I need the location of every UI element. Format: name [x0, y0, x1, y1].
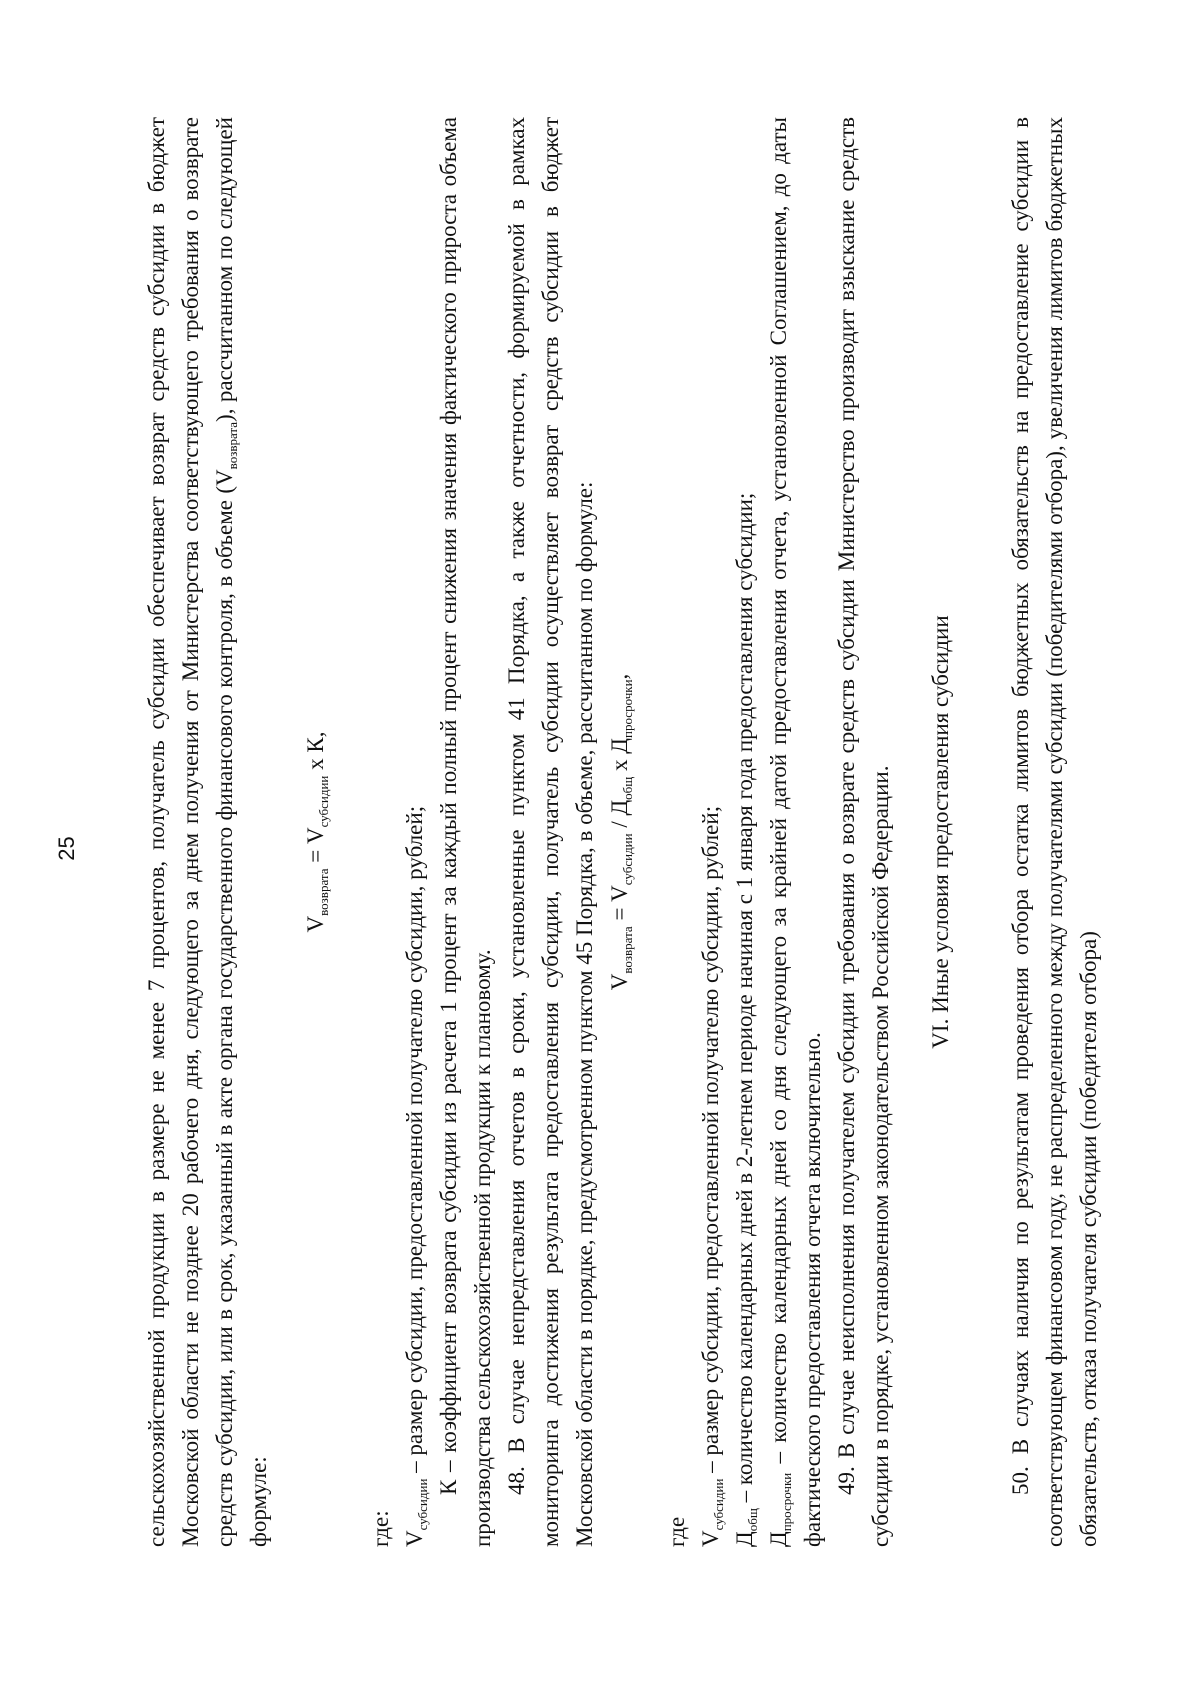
formula2-p-sub: просрочки [620, 679, 635, 738]
where1-k-definition: К – коэффициент возврата субсидии из расчета 1 процент за каждый полный процент снижения значения фактического прироста объема производства сельскохозяйственной продукции к плановому. [436, 117, 495, 1547]
formula2-eq: = V [607, 885, 632, 927]
where2-d-sub: общ [745, 1508, 760, 1532]
intro-subscript: возврата [225, 421, 240, 470]
formula-return-volume [298, 117, 334, 1547]
where1-v-definition [398, 117, 432, 1547]
intro-text: сельскохозяйственной продукции в размере не менее 7 процентов, получатель субсидии обеспечивает возврат средств субсидии в бюджет Московской области не позднее 20 рабочего дня, следующего за днем получения от Министерства соответствующего требования о возврате средств субсидии, или в срок, указанный в акте органа государственного финансового контроля, в объеме (V [144, 117, 237, 1547]
where1-v-text: – размер субсидии, предоставленной получателю субсидии, рублей; [402, 805, 427, 1479]
formula1-eq: = V [303, 827, 328, 869]
paragraph-49: 49. В случае неисполнения получателем субсидии требования о возврате средств субсидии Министерство производит взыскание средств субсидии в порядке, установленном законодательством Российской Федерации. [834, 117, 893, 1547]
where1-v: V [402, 1530, 427, 1547]
where1-v-sub: субсидии [415, 1478, 430, 1531]
where2-d: Д [732, 1531, 757, 1547]
where2-d-overdue-definition [762, 117, 830, 1547]
where2-p-text: – количество календарных дней со дня следующего за крайней датой предоставления отчета, установленной Соглашением, до даты фактического предоставления отчета включительно. [766, 117, 825, 1547]
where-label-2: где [664, 1516, 689, 1547]
document-body [140, 117, 1106, 1547]
section-heading: VI. Иные условия предоставления субсидии [928, 615, 953, 1049]
where2-p-sub: просрочки [779, 1472, 794, 1532]
where2-v: V [698, 1530, 723, 1547]
formula2-mul: х Д [607, 737, 632, 777]
formula1-v: V [303, 915, 328, 933]
intro-tail: ), рассчитанном по следующей формуле: [212, 117, 271, 1547]
where2-p: Д [766, 1531, 791, 1547]
formula1-v-sub: возврата [316, 868, 331, 916]
intro-paragraph [140, 117, 276, 1547]
where2-v-text: – размер субсидии, предоставленной получателю субсидии, рублей; [698, 805, 723, 1479]
formula2-v: V [607, 973, 632, 991]
formula2-v-sub: возврата [620, 926, 635, 974]
where2-v-definition [694, 117, 728, 1547]
where-label-1: где: [368, 1510, 393, 1547]
where2-d-total-definition [728, 117, 762, 1547]
page-number: 25 [54, 836, 79, 861]
formula2-s-sub: субсидии [620, 833, 635, 886]
where2-d-text: – количество календарных дней в 2-летнем периоде начиная с 1 января года предоставления субсидии; [732, 492, 757, 1509]
formula1-s-sub: субсидии [316, 775, 331, 828]
where2-v-sub: субсидии [711, 1478, 726, 1531]
formula1-tail: х К, [303, 731, 328, 776]
formula2-tail: , [607, 673, 632, 680]
paragraph-50: 50. В случаях наличия по результатам проведения отбора остатка лимитов бюджетных обязательств на предоставление субсидии в соответствующем финансовом году, не распределенного между получателями субсидии (победителями отбора), увеличения лимитов бюджетных обязательств, отказа получателя субсидии (победителя отбора) [1008, 117, 1101, 1547]
formula-overdue-return [602, 117, 638, 1547]
formula2-div: / Д [607, 799, 632, 834]
paragraph-48: 48. В случае непредставления отчетов в сроки, установленные пунктом 41 Порядка, а также отчетности, формируемой в рамках мониторинга достижения результата предоставления субсидии, получатель субсидии осуществляет возврат средств субсидии в бюджет Московской области в порядке, предусмотренном пунктом 45 Порядка, в объеме, рассчитанном по формуле: [504, 117, 597, 1547]
formula2-d-sub: общ [620, 776, 635, 800]
